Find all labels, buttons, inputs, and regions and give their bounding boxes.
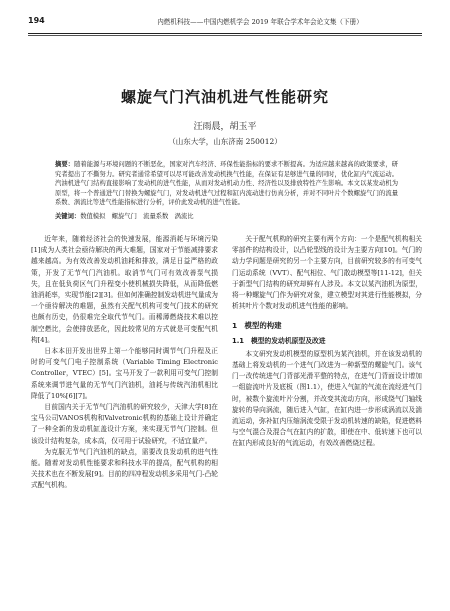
paper-title: 螺旋气门汽油机进气性能研究	[120, 88, 329, 106]
section-heading: 1 模型的构建	[232, 321, 282, 331]
running-head: 内燃机科技——中国内燃机学会 2019 年联合学术年会论文集（下册）	[157, 18, 363, 26]
abstract	[55, 160, 398, 208]
abstract-text: 随着能源与环境问题的不断恶化，国家对汽车经济、环保性能指标的要求不断提高。为适应越来越高的政策要求，研究者提出了不撕努力。研究者通常希望可以尽可能改善发动机换气性能，在保证有足够进气量的同时，优化缸内气流运动。汽油机进气门结构直接影响了发动机的进气性能，从而对发动机动力性、经济性以及排放特性产生影响。本文以某发动机为原型，将一个普通进气门替换为螺旋气门，对发动机进气过程和缸内流动进行仿真分析，并对不同叶片个数螺旋气门的流量系数、涡流比等进气性能指标进行分析，评价此发动机的进气性能。	[55, 161, 399, 207]
header-rule-thin	[28, 35, 422, 36]
body-paragraph: 为克服无节气门汽油机的缺点，需要改良发动机的进气性能。随着对发动机性能要求和科技水平的提高，配气机构的相关技术也在不断发展[9]。目前的四冲程发动机多采用气门-凸轮式配气机构。	[31, 447, 218, 490]
body-paragraph: 本文研究发动机模型的原型机为某汽油机，并在该发动机的基础上将发动机的一个进气门改进为一种新型的螺旋气门。该气门一改传统进气门背部光滑平整的特点，在进气门背面设计增加一组旋流叶片及底板（图1.1），使进入气缸的气流在流经进气门时，被数个旋流叶片分割，并改变其流动方向，形成绕气门轴线旋转的导向涡流，随后进入气缸，在缸内进一步形成涡流以及湍流运动，弥补缸内压缩涡流受限于发动机转速的缺陷，促进燃料与空气混合及混合气在缸内的扩散，即使在中、低转速下也可以在缸内形成良好的气流运动，有效改善燃烧过程。	[232, 349, 422, 448]
paper-authors: 汪雨晨，胡玉平	[193, 122, 257, 132]
subsection-heading: 1.1 模型的发动机原型及改进	[232, 336, 326, 345]
left-column	[31, 234, 218, 492]
abstract-label: 摘要：	[55, 161, 75, 168]
body-paragraph: 关于配气机构的研究主要有两个方向：一个是配气机构相关零部件的结构设计，以凸轮型线的设计为主要方向[10]。气门的动力学问题是研究的另一个主要方向，目前研究较多的有可变气门运动系统（VVT）、配气相位、气门散动模型等[11-12]，但关于新型气门结构的研究却鲜有人涉及。本文以某汽油机为原型，将一种螺旋气门作为研究对象，建立模型对其进行性能模拟，分析其叶片个数对发动机进气性能的影响。	[232, 235, 422, 311]
body-paragraph: 日本本田开发出世界上第一个能够同时调节气门升程及正时的可变气门电子控制系统（Variable Timing Electronic Controller，VTEC）[5]。宝马开发了一款利用可变气门控制系统来调节进气量的无节气门汽油机，油耗与传统汽油机相比降低了10%[6][7]。	[31, 347, 218, 400]
page-header	[28, 8, 422, 38]
right-column	[232, 234, 422, 450]
body-paragraph: 近年来，随着经济社会的快速发展，能源消耗与环境污染[1]成为人类社会亟待解决的两大难题，国家对于节能减排要求越来越高。为有效改善发动机油耗和排放，满足日益严格的政策，开发了无节气门汽油机。取消节气门可有效改善泵气损失，且在低负荷区气门升程变小使机械损失降低，从而降低燃油消耗率，实现节能[2][3]。但如何准确控制发动机进气量成为一个亟待解决的难题，虽然有关配气机构可变气门技术的研究也颇有历史，仍很难完全取代节气门。而稀薄燃烧技术难以控制空燃比，会使排放恶化，因此较常见的方式就是可变配气机构[4]。	[31, 235, 218, 344]
body-paragraph: 目前国内关于无节气门汽油机的研究较少，天津大学[8]在宝马公司VANOS机构和Valvetronic机构的基础上设计并确定了一种全新的发动机缸盖设计方案，来实现无节气门控制。但该设计结构复杂，成本高，仅可用于试验研究，不适宜量产。	[31, 403, 218, 445]
keywords-label: 关键词：	[55, 213, 81, 220]
keywords-text: 数值模拟 螺旋气门 流量系数 涡流比	[80, 213, 194, 220]
header-rule	[28, 33, 422, 34]
page-number: 194	[28, 16, 45, 25]
keywords	[55, 212, 398, 221]
paper-affiliation: （山东大学，山东济南 250012）	[168, 137, 282, 146]
